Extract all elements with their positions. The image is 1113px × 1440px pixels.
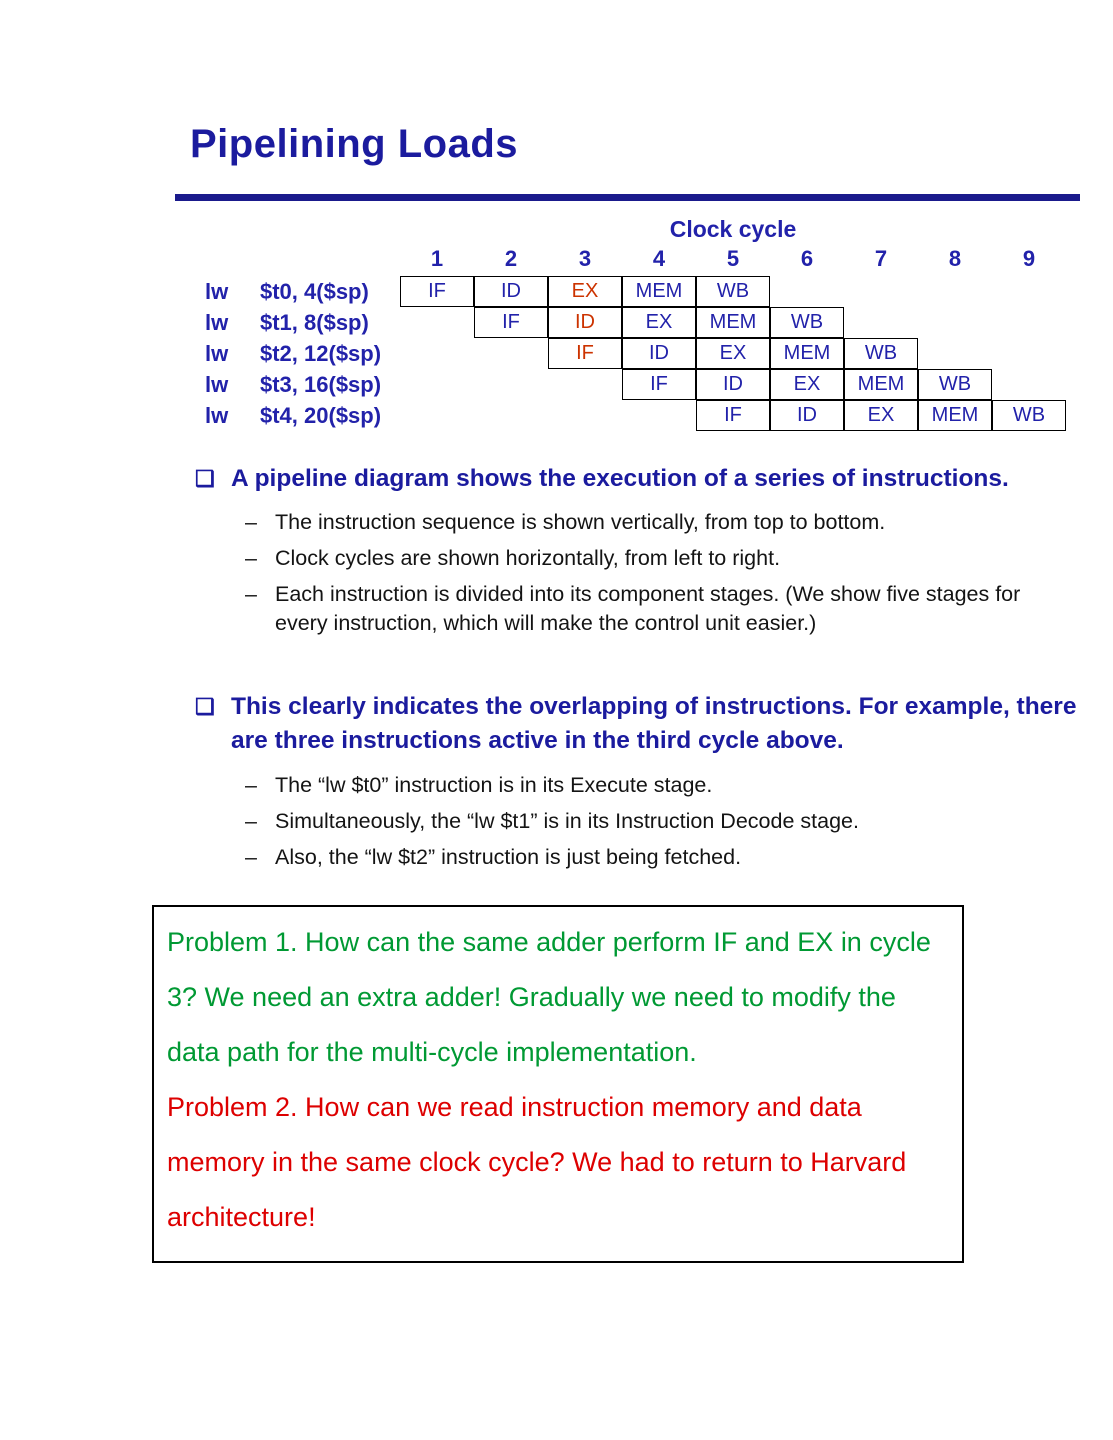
stage-cell: WB — [844, 338, 918, 369]
stage-cell: EX — [844, 400, 918, 431]
stage-cell: MEM — [770, 338, 844, 369]
bullet-1-text: A pipeline diagram shows the execution of a series of instructions. — [231, 465, 1009, 492]
stage-cell: IF — [400, 276, 474, 307]
stage-cell: EX — [770, 369, 844, 400]
dash-bullet-icon: – — [245, 582, 257, 607]
cycle-number-row — [400, 246, 1066, 272]
stage-cell: MEM — [844, 369, 918, 400]
cycle-number: 7 — [874, 246, 888, 271]
row-offset-spacer — [400, 307, 474, 338]
instruction-operands: $t0, 4($sp) — [260, 278, 369, 304]
stage-cell: WB — [770, 307, 844, 338]
stage-cell: IF — [474, 307, 548, 338]
stage-cell: ID — [548, 307, 622, 338]
stage-cell: WB — [918, 369, 992, 400]
cycle-number: 9 — [1022, 246, 1036, 271]
instruction-opcode: lw — [205, 402, 229, 428]
stage-cell: MEM — [696, 307, 770, 338]
bullet-group-1 — [195, 462, 1090, 645]
sub-bullet-text: Simultaneously, the “lw $t1” is in its Instruction Decode stage. — [275, 808, 859, 833]
stage-cell: MEM — [622, 276, 696, 307]
instruction-opcode: lw — [205, 278, 229, 304]
row-offset-spacer — [400, 400, 696, 431]
instruction-operands: $t1, 8($sp) — [260, 309, 369, 335]
cycle-number: 4 — [652, 246, 666, 271]
bullet-group-2 — [195, 690, 1090, 879]
cycle-number: 1 — [430, 246, 444, 271]
stage-cell: WB — [696, 276, 770, 307]
stage-cell: MEM — [918, 400, 992, 431]
sub-bullet — [245, 807, 1090, 836]
sub-bullet-text: The “lw $t0” instruction is in its Execute stage. — [275, 772, 713, 797]
sub-bullet — [245, 580, 1090, 638]
row-offset-spacer — [400, 369, 622, 400]
sub-bullet-text: Clock cycles are shown horizontally, from left to right. — [275, 546, 781, 571]
pipeline-diagram — [205, 216, 1066, 431]
instruction-operands: $t3, 16($sp) — [260, 371, 382, 397]
pipeline-row — [205, 369, 1066, 400]
bullet-2-text: This clearly indicates the overlapping of instructions. For example, there are three instructions active in the third cycle above. — [231, 693, 1077, 755]
instruction-operands: $t4, 20($sp) — [260, 402, 382, 428]
pipeline-row — [205, 338, 1066, 369]
pipeline-row — [205, 400, 1066, 431]
stage-cell: ID — [622, 338, 696, 369]
stage-cell: EX — [548, 276, 622, 307]
square-bullet-icon: ❑ — [195, 694, 215, 719]
pipeline-row — [205, 307, 1066, 338]
sub-bullet-text: The instruction sequence is shown vertically, from top to bottom. — [275, 510, 886, 535]
clock-cycle-label: Clock cycle — [669, 216, 797, 242]
cycle-number: 6 — [800, 246, 814, 271]
stage-cell: ID — [770, 400, 844, 431]
square-bullet-icon: ❑ — [195, 466, 215, 491]
problem-1-text: Problem 1. How can the same adder perform IF and EX in cycle 3? We need an extra adder! Gradually we need to modify the data path for the multi-cycle implementation. — [167, 927, 931, 1067]
sub-bullet — [245, 544, 1090, 573]
sub-bullet — [245, 508, 1090, 537]
dash-bullet-icon: – — [245, 772, 257, 797]
stage-cell: WB — [992, 400, 1066, 431]
sub-bullet — [245, 771, 1090, 800]
instruction-opcode: lw — [205, 371, 229, 397]
dash-bullet-icon: – — [245, 844, 257, 869]
title-rule — [175, 194, 1080, 201]
cycle-number: 3 — [578, 246, 592, 271]
problem-box — [152, 905, 964, 1263]
cycle-number: 2 — [504, 246, 518, 271]
stage-cell: EX — [696, 338, 770, 369]
bullet-1-subitems — [195, 508, 1090, 638]
stage-cell: ID — [474, 276, 548, 307]
stage-cell: IF — [548, 338, 622, 369]
instruction-opcode: lw — [205, 309, 229, 335]
sub-bullet-text: Each instruction is divided into its component stages. (We show five stages for every instruction, which will make the control unit easier.) — [275, 582, 1021, 636]
problem-2-text: Problem 2. How can we read instruction memory and data memory in the same clock cycle? We had to return to Harvard architecture! — [167, 1092, 907, 1232]
instruction-operands: $t2, 12($sp) — [260, 340, 382, 366]
sub-bullet — [245, 843, 1090, 872]
stage-cell: IF — [696, 400, 770, 431]
cycle-number: 5 — [726, 246, 740, 271]
row-offset-spacer — [400, 338, 548, 369]
bullet-1 — [195, 462, 1090, 496]
page-title: Pipelining Loads — [190, 122, 519, 166]
stage-cell: IF — [622, 369, 696, 400]
cycle-number: 8 — [948, 246, 962, 271]
stage-cell: EX — [622, 307, 696, 338]
dash-bullet-icon: – — [245, 510, 257, 535]
instruction-opcode: lw — [205, 340, 229, 366]
pipeline-rows — [205, 276, 1066, 431]
bullet-2 — [195, 690, 1090, 759]
sub-bullet-text: Also, the “lw $t2” instruction is just being fetched. — [275, 844, 742, 869]
bullet-2-subitems — [195, 771, 1090, 872]
dash-bullet-icon: – — [245, 808, 257, 833]
stage-cell: ID — [696, 369, 770, 400]
dash-bullet-icon: – — [245, 546, 257, 571]
pipeline-row — [205, 276, 1066, 307]
